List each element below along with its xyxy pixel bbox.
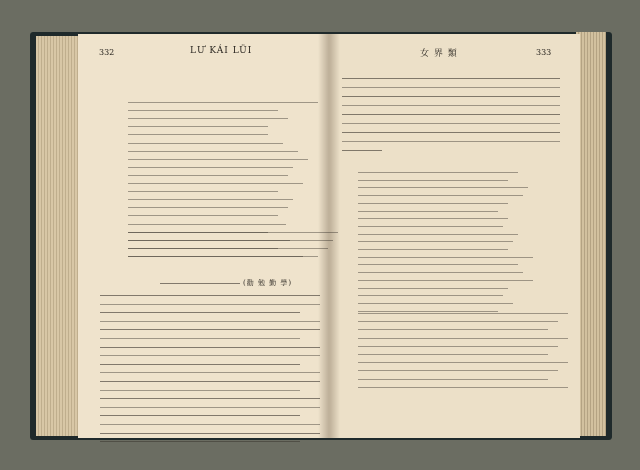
text-line xyxy=(358,249,508,250)
text-line xyxy=(100,381,320,382)
text-line xyxy=(100,321,320,322)
left-running-head: LƯ KÁI LÜI xyxy=(190,46,253,56)
right-page-number: 333 xyxy=(536,48,552,57)
text-line xyxy=(100,390,300,391)
text-line xyxy=(358,354,548,355)
text-line xyxy=(342,87,560,88)
right-page xyxy=(328,34,580,438)
text-line xyxy=(358,211,498,212)
text-line xyxy=(358,387,568,388)
text-line xyxy=(358,311,498,312)
right-running-head: 女 界 類 xyxy=(420,49,458,59)
book-gutter xyxy=(318,34,340,438)
text-line xyxy=(342,150,382,151)
text-line xyxy=(100,415,300,416)
left-page xyxy=(78,34,328,438)
text-line xyxy=(128,143,283,144)
text-line xyxy=(358,195,523,196)
text-line xyxy=(128,175,288,176)
text-line xyxy=(128,126,268,127)
text-line xyxy=(358,234,518,235)
text-line xyxy=(128,118,288,119)
text-line xyxy=(358,321,558,322)
text-line xyxy=(358,346,558,347)
text-line xyxy=(358,264,518,265)
text-line xyxy=(128,110,278,111)
text-line xyxy=(128,159,308,160)
text-line xyxy=(358,226,503,227)
text-line xyxy=(128,207,288,208)
text-line xyxy=(100,441,300,442)
text-line xyxy=(128,248,328,249)
left-page-edges xyxy=(36,36,84,436)
text-line xyxy=(100,329,320,330)
text-line xyxy=(100,364,300,365)
text-line xyxy=(128,215,278,216)
text-line xyxy=(342,96,560,97)
text-line xyxy=(358,288,508,289)
text-line xyxy=(358,362,568,363)
text-line xyxy=(128,102,318,103)
text-line xyxy=(128,240,333,241)
text-line xyxy=(128,134,268,135)
text-line xyxy=(100,338,300,339)
text-line xyxy=(128,167,293,168)
text-line xyxy=(128,199,293,200)
text-line xyxy=(100,398,320,399)
text-line xyxy=(358,329,548,330)
text-line xyxy=(358,241,513,242)
text-line xyxy=(358,203,508,204)
text-line xyxy=(358,370,558,371)
text-line xyxy=(160,283,240,284)
text-line xyxy=(128,224,286,225)
text-line xyxy=(342,141,560,142)
text-line xyxy=(100,433,320,434)
text-line xyxy=(128,256,318,257)
left-section-title-chinese: (勸 勉 勤 學) xyxy=(243,279,293,287)
right-page-edges xyxy=(576,32,606,436)
text-line xyxy=(100,304,320,305)
text-line xyxy=(358,303,513,304)
text-line xyxy=(358,338,568,339)
text-line xyxy=(100,407,320,408)
text-line xyxy=(358,313,568,314)
text-line xyxy=(342,105,560,106)
text-line xyxy=(358,379,548,380)
text-line xyxy=(100,372,320,373)
text-line xyxy=(100,355,320,356)
text-line xyxy=(342,123,560,124)
text-line xyxy=(100,312,300,313)
left-page-number: 332 xyxy=(99,48,115,57)
text-line xyxy=(128,151,298,152)
text-line xyxy=(358,180,508,181)
text-line xyxy=(358,280,533,281)
text-line xyxy=(358,218,508,219)
text-line xyxy=(128,232,338,233)
text-line xyxy=(358,172,518,173)
text-line xyxy=(100,424,320,425)
text-line xyxy=(358,187,528,188)
text-line xyxy=(358,257,533,258)
text-line xyxy=(100,347,320,348)
text-line xyxy=(128,191,278,192)
text-line xyxy=(358,295,503,296)
text-line xyxy=(128,183,303,184)
text-line xyxy=(358,272,523,273)
text-line xyxy=(342,78,560,79)
text-line xyxy=(100,295,320,296)
text-line xyxy=(342,114,560,115)
text-line xyxy=(342,132,560,133)
